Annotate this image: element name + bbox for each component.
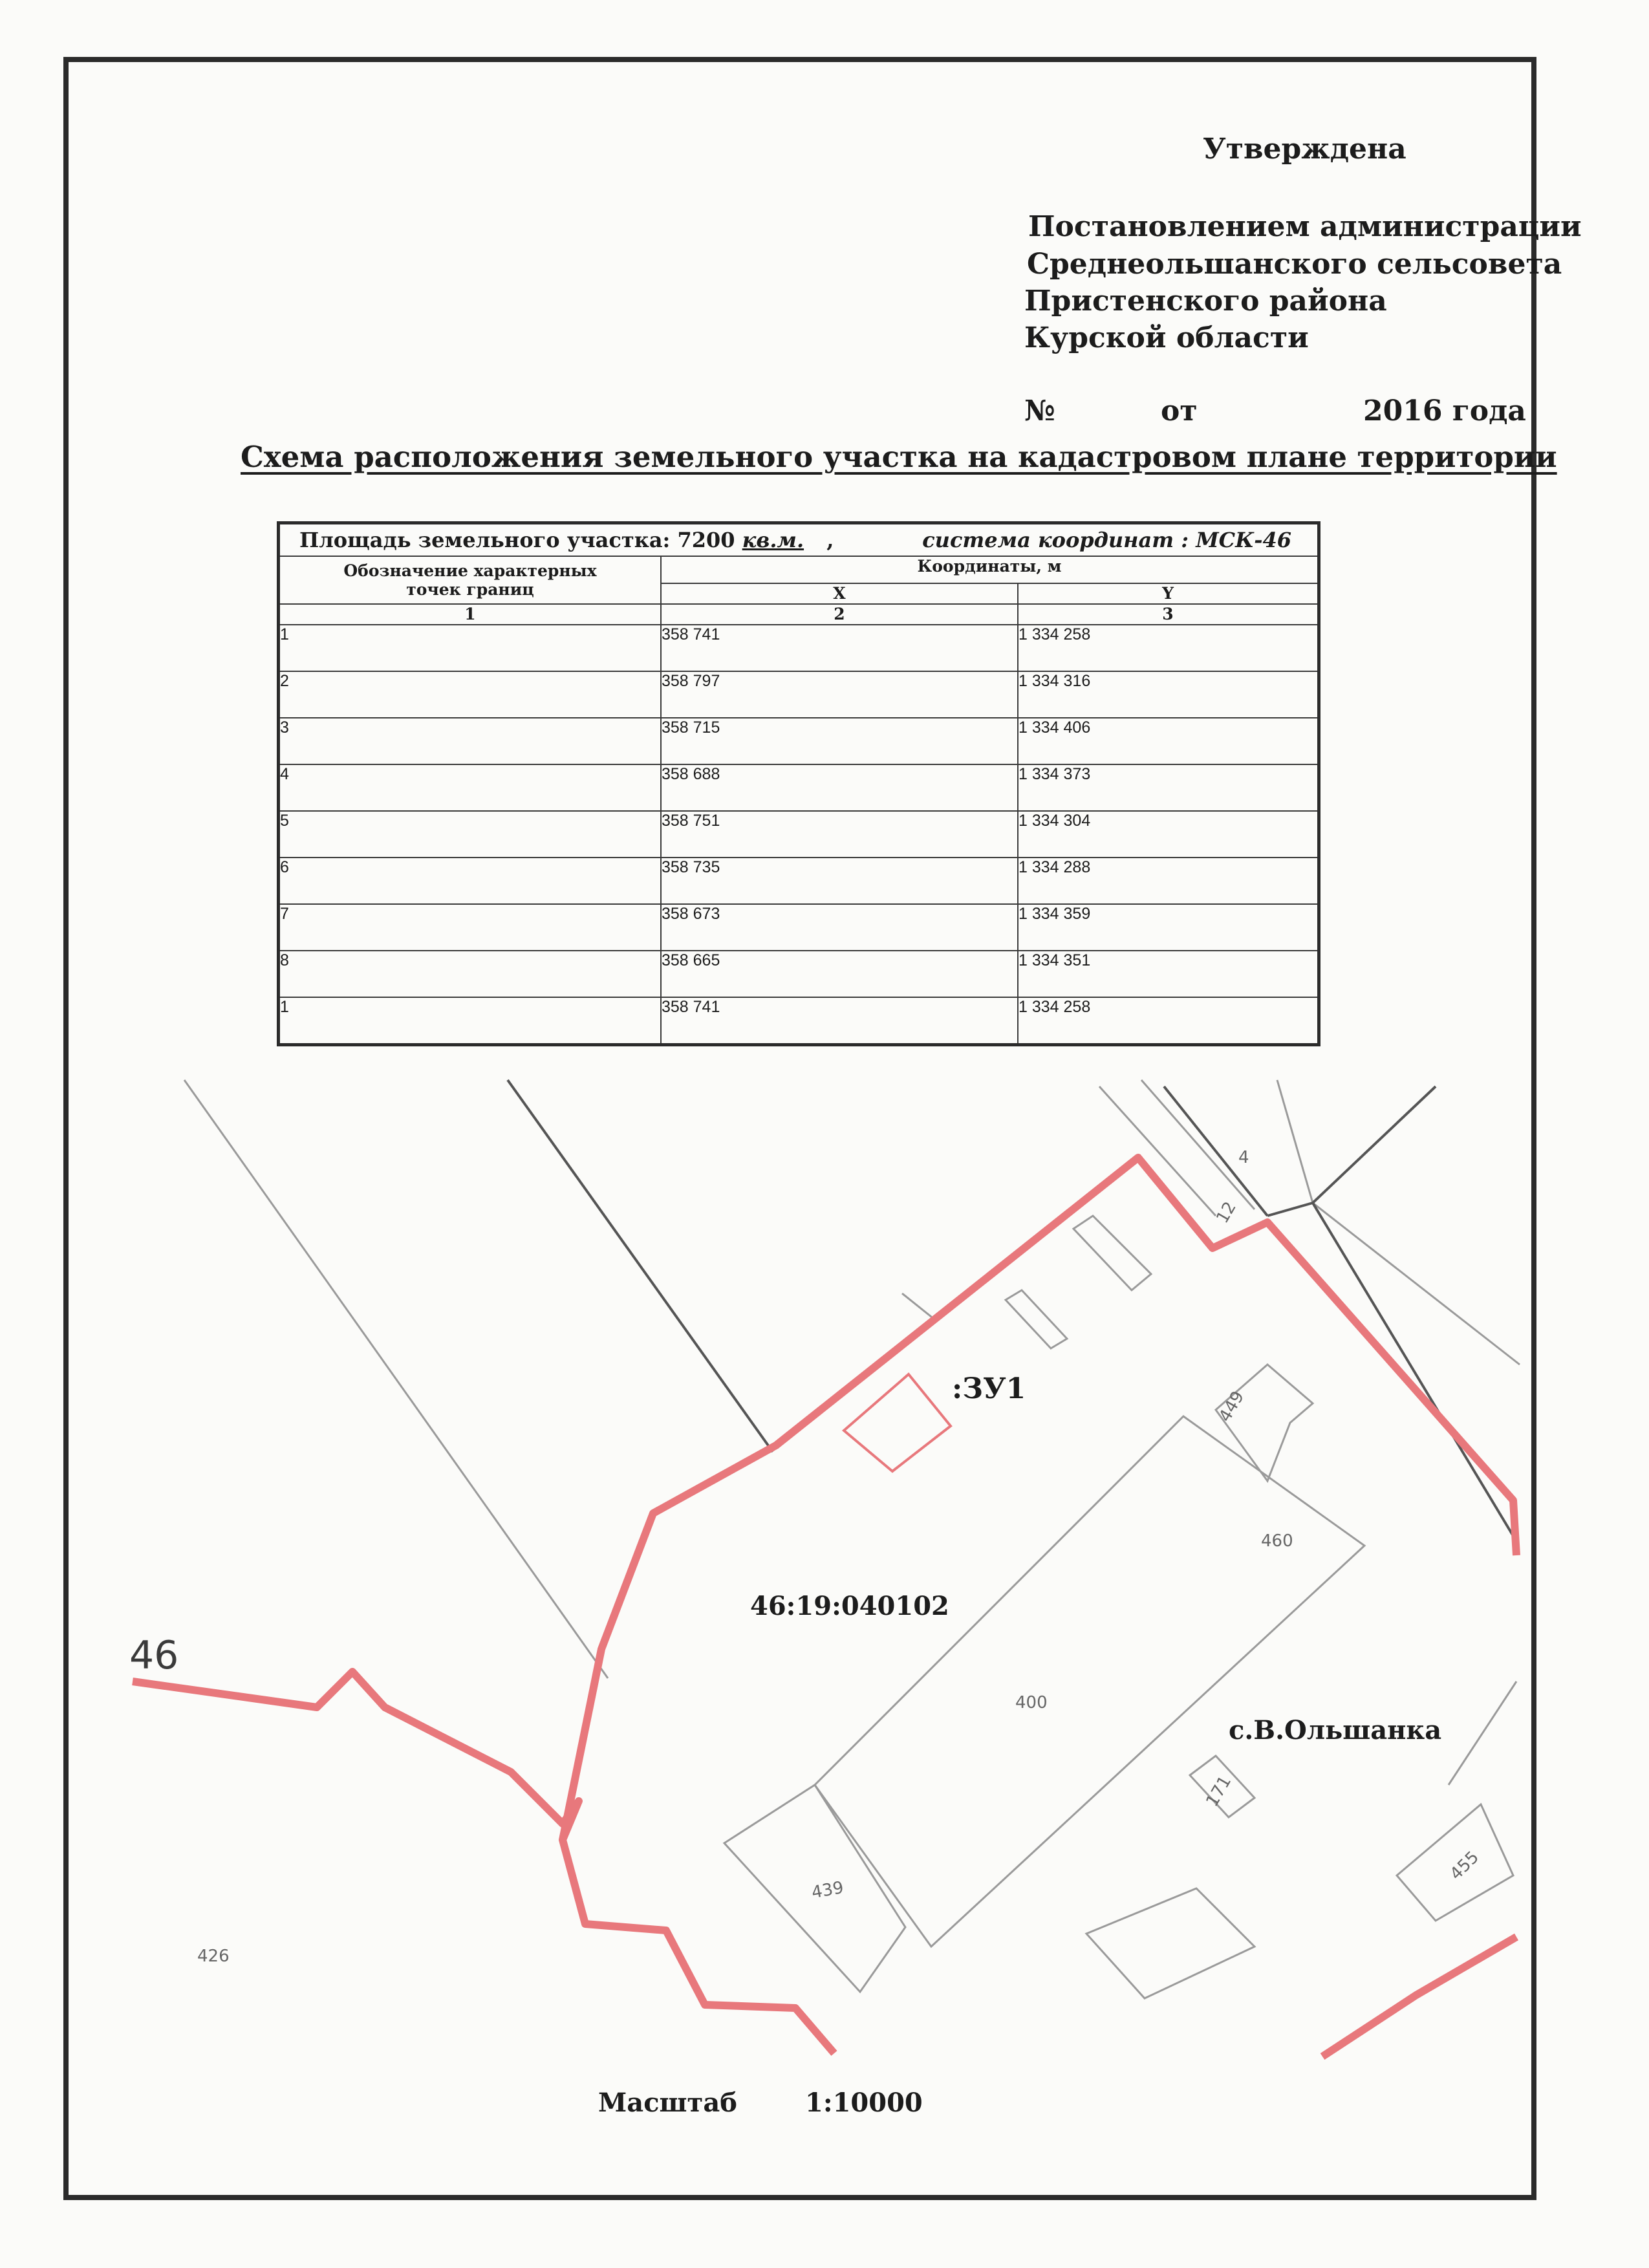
point-cell: 4 [279, 764, 662, 811]
village-label: с.В.Ольшанка [1229, 1715, 1442, 1745]
parcel-line [508, 1080, 773, 1452]
x-cell: 358 741 [661, 625, 1018, 671]
boundary-east [1322, 1937, 1516, 2057]
point-cell: 3 [279, 718, 662, 764]
y-cell: 1 334 304 [1018, 811, 1319, 858]
cadastral-map [0, 1061, 1649, 2069]
district-code-label: 46 [129, 1633, 179, 1678]
building-outline [902, 1293, 934, 1319]
parcel-line [1099, 1086, 1216, 1216]
col-num-1: 1 [279, 604, 662, 625]
x-cell: 358 741 [661, 997, 1018, 1045]
parcel-thin-lines [184, 1080, 1520, 1998]
col-point-header: Обозначение характерных точек границ [279, 556, 662, 604]
decree-line-4: Курской области [1024, 321, 1309, 354]
y-cell: 1 334 258 [1018, 997, 1319, 1045]
point-cell: 1 [279, 625, 662, 671]
table-header-row [279, 523, 1319, 557]
building-outline [1073, 1216, 1151, 1290]
boundary-west [133, 1672, 834, 2053]
plot-label: :ЗУ1 [952, 1372, 1026, 1405]
y-cell: 1 334 373 [1018, 764, 1319, 811]
number-sign: № [1024, 394, 1055, 427]
parcel-number: 400 [1015, 1693, 1048, 1712]
area-label: Площадь земельного участка: 7200 [299, 528, 735, 552]
x-cell: 358 688 [661, 764, 1018, 811]
y-cell: 1 334 288 [1018, 858, 1319, 904]
y-cell: 1 334 359 [1018, 904, 1319, 951]
parcel-400-outline [815, 1416, 1364, 1947]
y-cell: 1 334 406 [1018, 718, 1319, 764]
x-header: X [661, 583, 1018, 604]
area-unit: кв.м. [742, 528, 804, 552]
column-header-row [279, 556, 1319, 583]
parcel-number: 12 [1212, 1198, 1240, 1227]
point-cell: 7 [279, 904, 662, 951]
parcel-line [1141, 1080, 1255, 1209]
table-row [279, 625, 1319, 671]
x-cell: 358 715 [661, 718, 1018, 764]
table-row [279, 718, 1319, 764]
building-outline [1086, 1888, 1255, 1998]
decree-line-3: Пристенского района [1024, 285, 1387, 318]
area-comma: , [826, 528, 834, 552]
parcel-number: 426 [197, 1947, 230, 1966]
x-cell: 358 735 [661, 858, 1018, 904]
parcel-line [184, 1080, 608, 1678]
road-line [1313, 1203, 1513, 1536]
y-cell: 1 334 351 [1018, 951, 1319, 997]
column-number-row [279, 604, 1319, 625]
coordinates-table [277, 521, 1320, 1046]
area-header [279, 523, 1319, 557]
scale-value: 1:10000 [805, 2088, 923, 2118]
point-cell: 2 [279, 671, 662, 718]
date-from: от [1161, 394, 1198, 427]
table-row [279, 904, 1319, 951]
x-cell: 358 673 [661, 904, 1018, 951]
x-cell: 358 665 [661, 951, 1018, 997]
building-outline [1006, 1290, 1067, 1348]
table-row [279, 858, 1319, 904]
point-cell: 5 [279, 811, 662, 858]
table-row [279, 764, 1319, 811]
coords-header: Координаты, м [661, 556, 1319, 583]
parcel-line [1313, 1203, 1520, 1365]
y-cell: 1 334 258 [1018, 625, 1319, 671]
table-row [279, 671, 1319, 718]
x-cell: 358 751 [661, 811, 1018, 858]
document-title: Схема расположения земельного участка на кадастровом плане территории [241, 440, 1557, 474]
scale-label: Масштаб [598, 2088, 737, 2118]
parcel-line [1164, 1086, 1267, 1216]
table-row [279, 811, 1319, 858]
parcel-number: 460 [1261, 1531, 1293, 1551]
parcel-number: 4 [1238, 1148, 1249, 1167]
point-cell: 6 [279, 858, 662, 904]
decree-year: 2016 года [1363, 394, 1526, 427]
coordinate-system: система координат : МСК-46 [922, 528, 1291, 552]
point-cell: 8 [279, 951, 662, 997]
decree-line-1: Постановлением администрации [1028, 210, 1582, 243]
parcel-dark-lines [508, 1080, 1513, 1536]
y-header: Y [1018, 583, 1319, 604]
col-num-3: 3 [1018, 604, 1319, 625]
zu1-marker [844, 1374, 951, 1471]
point-cell: 1 [279, 997, 662, 1045]
table-row [279, 951, 1319, 997]
approved-heading: Утверждена [1203, 133, 1406, 166]
table-row [279, 997, 1319, 1045]
parcel-line [1449, 1681, 1516, 1785]
col-num-2: 2 [661, 604, 1018, 625]
parcel-number: 455 [1446, 1847, 1483, 1885]
road-line [1267, 1086, 1436, 1216]
decree-line-2: Среднеольшанского сельсовета [1027, 248, 1562, 281]
parcel-number: 449 [1215, 1388, 1249, 1425]
parcel-number: 439 [810, 1877, 845, 1903]
x-cell: 358 797 [661, 671, 1018, 718]
cadastral-block-label: 46:19:040102 [750, 1591, 949, 1621]
parcel-line [1277, 1080, 1313, 1203]
y-cell: 1 334 316 [1018, 671, 1319, 718]
parcel-number: 171 [1202, 1773, 1236, 1810]
